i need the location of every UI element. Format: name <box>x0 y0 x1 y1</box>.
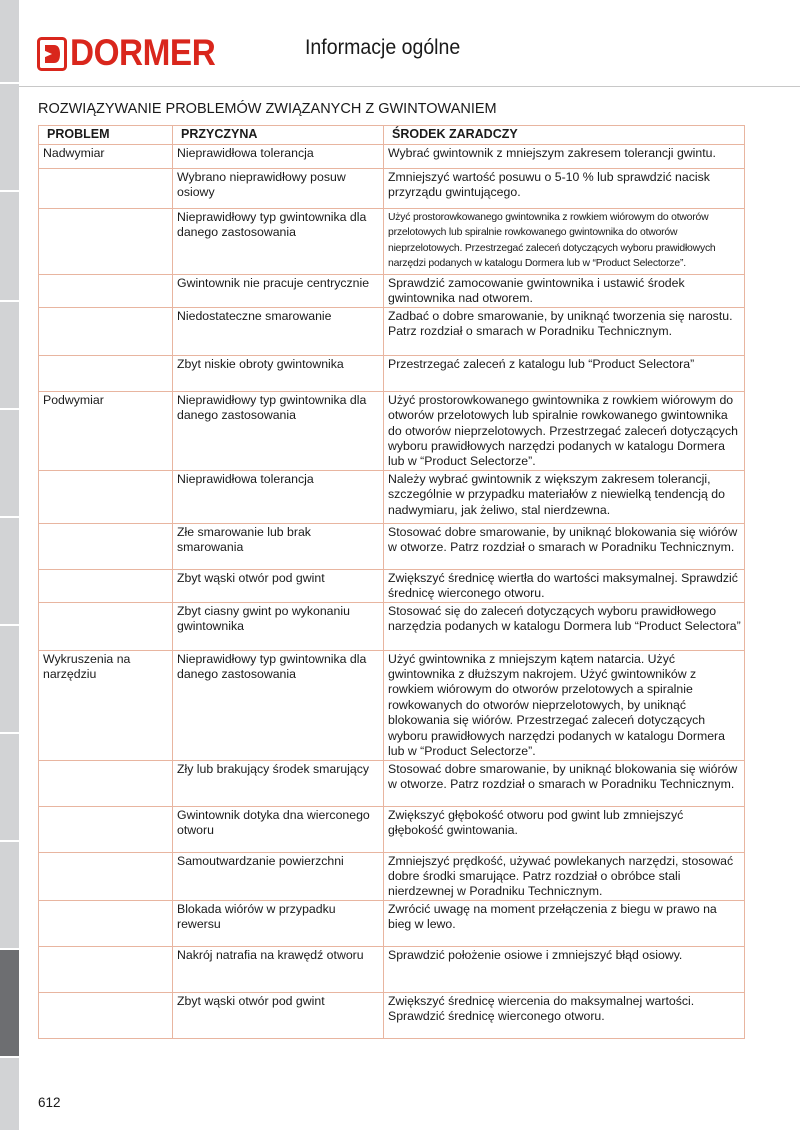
remedy-cell: Użyć gwintownika z mniejszym kątem natarcia. Użyć gwintownika z dłuższym nakrojem. Użyć gwintowników z rowkiem wiórowym do otworów przelotowych a spiralnie rowkowanych do otworów nieprzelotowych, by uniknąć blokowania się wiórów. Przestrzegać zaleceń dotyczących wyboru prawidłowych narzędzi podanych w katalogu Dormera lub w “Product Selectorze”. <box>384 650 745 760</box>
table-row <box>39 650 745 760</box>
table-row <box>39 169 745 209</box>
header-divider <box>19 86 800 87</box>
table-row <box>39 946 745 992</box>
remedy-cell: Przestrzegać zaleceń z katalogu lub “Product Selectora” <box>384 355 745 391</box>
troubleshooting-table <box>38 125 745 1039</box>
problem-cell <box>39 602 173 650</box>
cause-cell: Nieprawidłowy typ gwintownika dla danego zastosowania <box>173 650 384 760</box>
remedy-cell: Wybrać gwintownik z mniejszym zakresem tolerancji gwintu. <box>384 145 745 169</box>
cause-cell: Nieprawidłowy typ gwintownika dla danego zastosowania <box>173 391 384 470</box>
remedy-cell: Sprawdzić zamocowanie gwintownika i ustawić środek gwintownika nad otworem. <box>384 275 745 308</box>
remedy-cell: Użyć prostorowkowanego gwintownika z rowkiem wiórowym do otworów przelotowych lub spiralnie rowkowanego gwintownika do otworów nieprzelotowych. Przestrzegać zaleceń dotyczących wyboru prawidłowych narzędzi podanych w katalogu Dormera lub w “Product Selectorze”. <box>384 209 745 275</box>
cause-cell: Nakrój natrafia na krawędź otworu <box>173 946 384 992</box>
column-header-cause: PRZYCZYNA <box>173 126 384 145</box>
section-tab <box>0 410 19 518</box>
section-tab <box>0 84 19 192</box>
dormer-logo-icon <box>37 37 67 71</box>
remedy-cell: Stosować się do zaleceń dotyczących wyboru prawidłowego narzędzia podanych w katalogu Dormera lub “Product Selectora” <box>384 602 745 650</box>
problem-cell <box>39 523 173 569</box>
remedy-cell: Zmniejszyć wartość posuwu o 5-10 % lub sprawdzić nacisk przyrządu gwintującego. <box>384 169 745 209</box>
problem-cell: Nadwymiar <box>39 145 173 169</box>
section-title: ROZWIĄZYWANIE PROBLEMÓW ZWIĄZANYCH Z GWINTOWANIEM <box>38 101 497 117</box>
cause-cell: Złe smarowanie lub brak smarowania <box>173 523 384 569</box>
section-tab <box>0 192 19 302</box>
remedy-cell: Zadbać o dobre smarowanie, by uniknąć tworzenia się narostu. Patrz rozdział o smarach w Poradniku Technicznym. <box>384 307 745 355</box>
table-row <box>39 470 745 523</box>
table-header-row <box>39 126 745 145</box>
table-row <box>39 307 745 355</box>
cause-cell: Blokada wiórów w przypadku rewersu <box>173 900 384 946</box>
problem-cell <box>39 209 173 275</box>
remedy-cell: Należy wybrać gwintownik z większym zakresem tolerancji, szczególnie w przypadku materiałów z niewielką tendencją do nadwymiaru, jak żeliwo, stal nierdzewna. <box>384 470 745 523</box>
page-heading: Informacje ogólne <box>305 36 461 59</box>
problem-cell <box>39 900 173 946</box>
remedy-cell: Zwiększyć średnicę wiercenia do maksymalnej wartości. Sprawdzić średnicę wierconego otworu. <box>384 992 745 1038</box>
remedy-cell: Użyć prostorowkowanego gwintownika z rowkiem wiórowym do otworów przelotowych lub spiralnie rowkowanego gwintownika do otworów nieprzelotowych. Przestrzegać zaleceń dotyczących wyboru prawidłowych narzędzi podanych w katalogu Dormera lub w “Product Selectorze”. <box>384 391 745 470</box>
table-row <box>39 209 745 275</box>
cause-cell: Nieprawidłowa tolerancja <box>173 145 384 169</box>
remedy-cell: Zmniejszyć prędkość, używać powlekanych narzędzi, stosować dobre środki smarujące. Patrz rozdział o obróbce stali nierdzewnej w Poradniku Technicznym. <box>384 852 745 900</box>
table-row <box>39 391 745 470</box>
table-row <box>39 569 745 602</box>
section-tab <box>0 0 19 84</box>
cause-cell: Gwintownik dotyka dna wierconego otworu <box>173 806 384 852</box>
column-header-remedy: ŚRODEK ZARADCZY <box>384 126 745 145</box>
problem-cell <box>39 470 173 523</box>
cause-cell: Zbyt niskie obroty gwintownika <box>173 355 384 391</box>
cause-cell: Wybrano nieprawidłowy posuw osiowy <box>173 169 384 209</box>
problem-cell <box>39 806 173 852</box>
brand-name: DORMER <box>70 32 216 73</box>
section-tab-strip <box>0 0 19 1132</box>
problem-cell <box>39 169 173 209</box>
remedy-cell: Sprawdzić położenie osiowe i zmniejszyć błąd osiowy. <box>384 946 745 992</box>
cause-cell: Samoutwardzanie powierzchni <box>173 852 384 900</box>
remedy-cell: Zwiększyć głębokość otworu pod gwint lub zmniejszyć głębokość gwintowania. <box>384 806 745 852</box>
section-tab <box>0 518 19 626</box>
problem-cell <box>39 992 173 1038</box>
cause-cell: Nieprawidłowa tolerancja <box>173 470 384 523</box>
section-tab <box>0 734 19 842</box>
table-row <box>39 145 745 169</box>
cause-cell: Zbyt wąski otwór pod gwint <box>173 992 384 1038</box>
table-row <box>39 275 745 308</box>
page-number: 612 <box>38 1095 61 1110</box>
table-row <box>39 852 745 900</box>
problem-cell: Podwymiar <box>39 391 173 470</box>
dormer-logo <box>37 32 232 73</box>
problem-cell <box>39 946 173 992</box>
section-tab <box>0 1058 19 1132</box>
section-tab <box>0 302 19 410</box>
problem-cell <box>39 307 173 355</box>
table-row <box>39 602 745 650</box>
table-row <box>39 806 745 852</box>
remedy-cell: Stosować dobre smarowanie, by uniknąć blokowania się wiórów w otworze. Patrz rozdział o smarach w Poradniku Technicznym. <box>384 523 745 569</box>
cause-cell: Niedostateczne smarowanie <box>173 307 384 355</box>
table-row <box>39 992 745 1038</box>
problem-cell <box>39 760 173 806</box>
remedy-cell: Stosować dobre smarowanie, by uniknąć blokowania się wiórów w otworze. Patrz rozdział o smarach w Poradniku Technicznym. <box>384 760 745 806</box>
section-tab <box>0 842 19 950</box>
table-row <box>39 523 745 569</box>
problem-cell <box>39 355 173 391</box>
cause-cell: Zbyt ciasny gwint po wykonaniu gwintownika <box>173 602 384 650</box>
remedy-cell: Zwiększyć średnicę wiertła do wartości maksymalnej. Sprawdzić średnicę wierconego otworu. <box>384 569 745 602</box>
remedy-cell: Zwrócić uwagę na moment przełączenia z biegu w prawo na bieg w lewo. <box>384 900 745 946</box>
cause-cell: Gwintownik nie pracuje centrycznie <box>173 275 384 308</box>
section-tab <box>0 626 19 734</box>
cause-cell: Zbyt wąski otwór pod gwint <box>173 569 384 602</box>
table-row <box>39 900 745 946</box>
table-row <box>39 355 745 391</box>
cause-cell: Nieprawidłowy typ gwintownika dla danego zastosowania <box>173 209 384 275</box>
problem-cell <box>39 569 173 602</box>
column-header-problem: PROBLEM <box>39 126 173 145</box>
problem-cell <box>39 852 173 900</box>
table-row <box>39 760 745 806</box>
section-tab-active <box>0 950 19 1058</box>
cause-cell: Zły lub brakujący środek smarujący <box>173 760 384 806</box>
problem-cell: Wykruszenia na narzędziu <box>39 650 173 760</box>
problem-cell <box>39 275 173 308</box>
